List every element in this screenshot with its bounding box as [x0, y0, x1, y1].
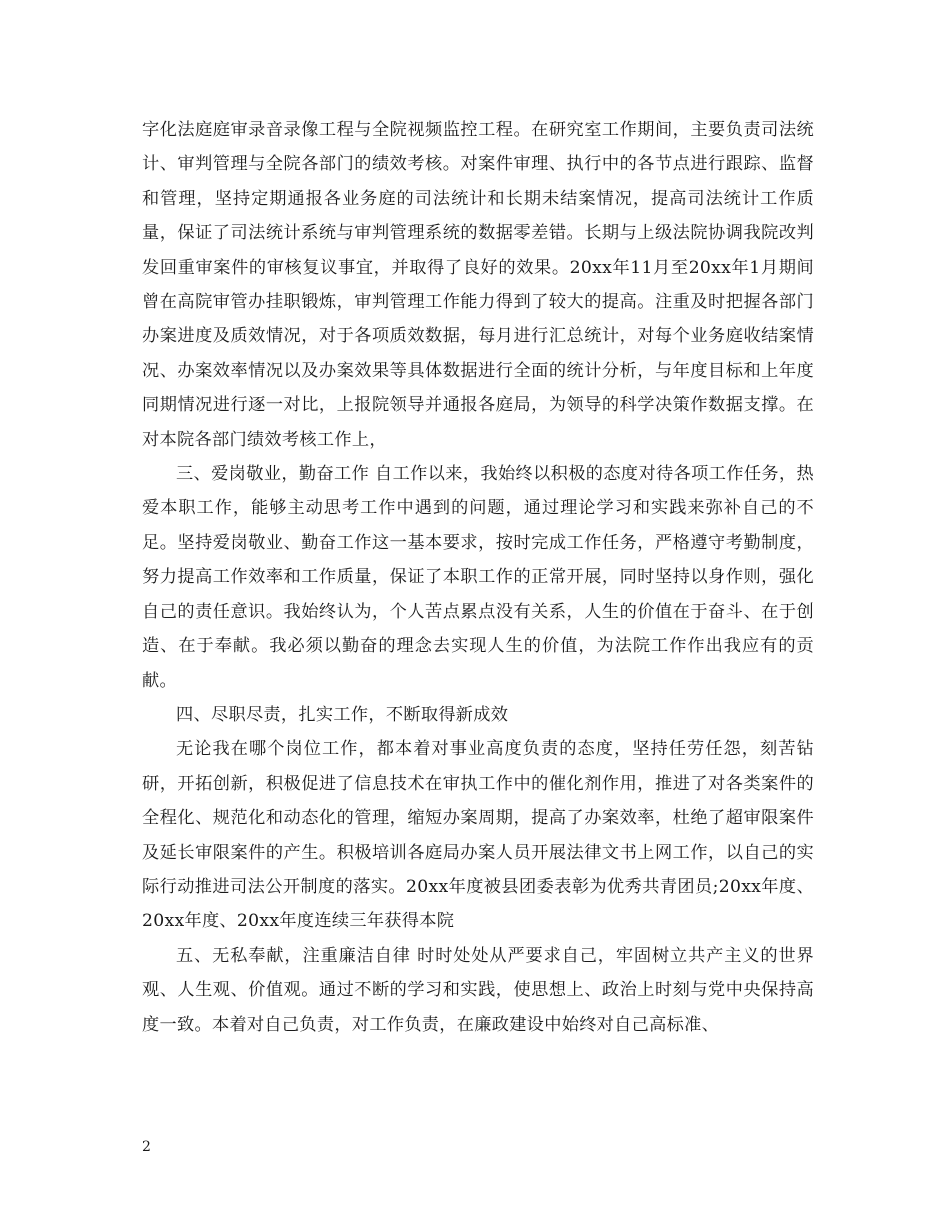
- paragraph-section-four: 无论我在哪个岗位工作，都本着对事业高度负责的态度，坚持任劳任怨，刻苦钻研，开拓创新，积极促进了信息技术在审执工作中的催化剂作用，推进了对各类案件的全程化、规范化和动态化的管理，缩短办案周期，提高了办案效率，杜绝了超审限案件及延长审限案件的产生。积极培训各庭局办案人员开展法律文书上网工作，以自己的实际行动推进司法公开制度的落实。20xx年度被县团委表彰为优秀共青团员;20xx年度、20xx年度、20xx年度连续三年获得本院: [142, 739, 814, 932]
- section-four-heading: 四、尽职尽责，扎实工作，不断取得新成效: [176, 704, 509, 725]
- paragraph-section-five: 五、无私奉献，注重廉洁自律 时时处处从严要求自己，牢固树立共产主义的世界观、人生观、价值观。通过不断的学习和实践，使思想上、政治上时刻与党中央保持高度一致。本着对自己负责，对工作负责，在廉政建设中始终对自己高标准、: [142, 945, 814, 1035]
- page-number: 2: [142, 1139, 151, 1155]
- document-body: [142, 113, 814, 1042]
- paragraph-section-three: 三、爱岗敬业，勤奋工作 自工作以来，我始终以积极的态度对待各项工作任务，热爱本职工作，能够主动思考工作中遇到的问题，通过理论学习和实践来弥补自己的不足。坚持爱岗敬业、勤奋工作这一基本要求，按时完成工作任务，严格遵守考勤制度，努力提高工作效率和工作质量，保证了本职工作的正常开展，同时坚持以身作则，强化自己的责任意识。我始终认为，个人苦点累点没有关系，人生的价值在于奋斗、在于创造、在于奉献。我必须以勤奋的理念去实现人生的价值，为法院工作作出我应有的贡献。: [142, 464, 814, 691]
- paragraph-continuation: 字化法庭庭审录音录像工程与全院视频监控工程。在研究室工作期间，主要负责司法统计、审判管理与全院各部门的绩效考核。对案件审理、执行中的各节点进行跟踪、监督和管理，坚持定期通报各业务庭的司法统计和长期未结案情况，提高司法统计工作质量，保证了司法统计系统与审判管理系统的数据零差错。长期与上级法院协调我院改判发回重审案件的审核复议事宜，并取得了良好的效果。20xx年11月至20xx年1月期间曾在高院审管办挂职锻炼，审判管理工作能力得到了较大的提高。注重及时把握各部门办案进度及质效情况，对于各项质效数据，每月进行汇总统计，对每个业务庭收结案情况、办案效率情况以及办案效果等具体数据进行全面的统计分析，与年度目标和上年度同期情况进行逐一对比，上报院领导并通报各庭局，为领导的科学决策作数据支撑。在对本院各部门绩效考核工作上，: [142, 120, 814, 450]
